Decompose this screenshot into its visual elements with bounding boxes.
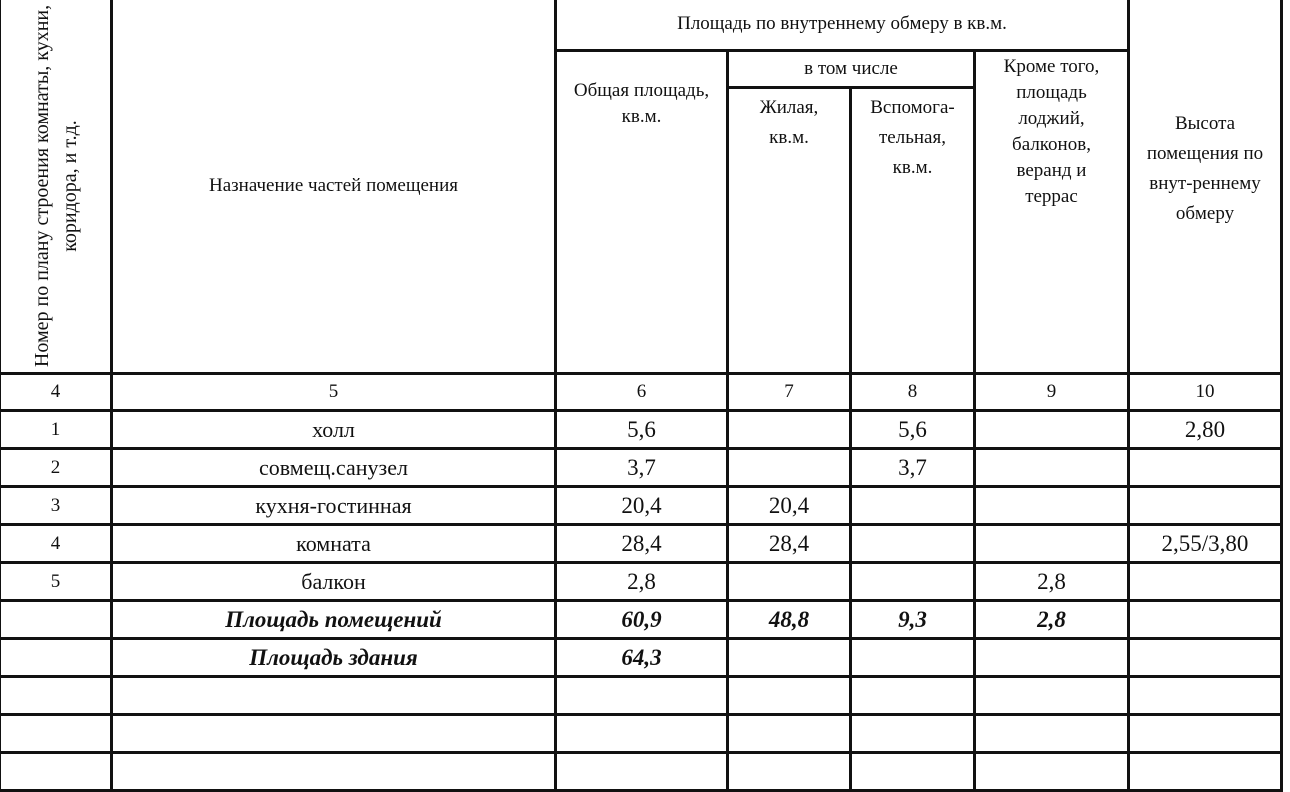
empty-cell [851, 639, 975, 677]
header-including-text: в том числе [804, 58, 898, 79]
column-number: 5 [112, 374, 556, 411]
table-row [0, 411, 1282, 449]
empty-cell [0, 639, 112, 677]
room-name: холл [112, 411, 556, 449]
rooms-total-area: 60,9 [556, 601, 728, 639]
header-including [728, 51, 975, 88]
room-name: комната [112, 525, 556, 563]
header-extra-area [975, 51, 1129, 374]
room-extra-area [975, 411, 1129, 449]
rooms-aux-area: 9,3 [851, 601, 975, 639]
column-number: 6 [556, 374, 728, 411]
room-living-area: 20,4 [728, 487, 851, 525]
header-living [728, 88, 851, 374]
empty-row [0, 715, 1282, 753]
header-auxiliary [851, 88, 975, 374]
room-height: 2,55/3,80 [1129, 525, 1282, 563]
room-name: кухня-гостинная [112, 487, 556, 525]
room-number: 5 [0, 563, 112, 601]
rooms-living-area: 48,8 [728, 601, 851, 639]
empty-cell [975, 639, 1129, 677]
table-row [0, 525, 1282, 563]
table-row [0, 487, 1282, 525]
room-aux-area [851, 525, 975, 563]
room-height [1129, 487, 1282, 525]
room-living-area [728, 449, 851, 487]
room-number: 4 [0, 525, 112, 563]
building-area-label: Площадь здания [112, 639, 556, 677]
room-total-area: 20,4 [556, 487, 728, 525]
header-purpose [112, 0, 556, 374]
building-total-area: 64,3 [556, 639, 728, 677]
column-number: 9 [975, 374, 1129, 411]
rooms-summary-row [0, 601, 1282, 639]
room-total-area: 28,4 [556, 525, 728, 563]
column-number: 10 [1129, 374, 1282, 411]
room-number: 2 [0, 449, 112, 487]
header-room-number [0, 0, 112, 374]
rooms-extra-area: 2,8 [975, 601, 1129, 639]
header-height [1129, 0, 1282, 374]
header-room-number-text: Номер по плану строения комнаты, кухни, коридора, и т.д. [30, 4, 81, 367]
room-living-area: 28,4 [728, 525, 851, 563]
room-name: балкон [112, 563, 556, 601]
header-living-text: Жилая, кв.м. [759, 97, 819, 148]
room-living-area [728, 563, 851, 601]
header-extra-area-text: Кроме того, площадь лоджий, балконов, веранд и террас [1003, 56, 1100, 207]
room-name: совмещ.санузел [112, 449, 556, 487]
room-total-area: 3,7 [556, 449, 728, 487]
empty-cell [0, 601, 112, 639]
room-height [1129, 449, 1282, 487]
building-summary-row [0, 639, 1282, 677]
room-number: 3 [0, 487, 112, 525]
column-number: 8 [851, 374, 975, 411]
empty-cell [1129, 639, 1282, 677]
room-total-area: 2,8 [556, 563, 728, 601]
column-number-row [0, 374, 1282, 411]
room-total-area: 5,6 [556, 411, 728, 449]
rooms-area-label: Площадь помещений [112, 601, 556, 639]
room-aux-area [851, 487, 975, 525]
room-height [1129, 563, 1282, 601]
table-row [0, 563, 1282, 601]
room-aux-area: 5,6 [851, 411, 975, 449]
table-row [0, 449, 1282, 487]
empty-cell [728, 639, 851, 677]
room-extra-area [975, 525, 1129, 563]
empty-row [0, 753, 1282, 791]
header-height-text: Высота помещения по внут-реннему обмеру [1146, 113, 1264, 224]
room-aux-area: 3,7 [851, 449, 975, 487]
empty-row [0, 677, 1282, 715]
header-area-group [556, 0, 1129, 51]
header-row-1 [0, 0, 1282, 51]
room-number: 1 [0, 411, 112, 449]
room-extra-area [975, 449, 1129, 487]
room-aux-area [851, 563, 975, 601]
header-area-group-text: Площадь по внутреннему обмеру в кв.м. [677, 13, 1007, 34]
room-extra-area: 2,8 [975, 563, 1129, 601]
column-number: 7 [728, 374, 851, 411]
header-total-area [556, 51, 728, 374]
header-purpose-text: Назначение частей помещения [209, 174, 458, 196]
column-number: 4 [0, 374, 112, 411]
room-height: 2,80 [1129, 411, 1282, 449]
header-auxiliary-text: Вспомога-тельная, кв.м. [870, 97, 955, 178]
room-extra-area [975, 487, 1129, 525]
room-living-area [728, 411, 851, 449]
empty-cell [1129, 601, 1282, 639]
header-total-area-text: Общая площадь, кв.м. [573, 80, 710, 127]
